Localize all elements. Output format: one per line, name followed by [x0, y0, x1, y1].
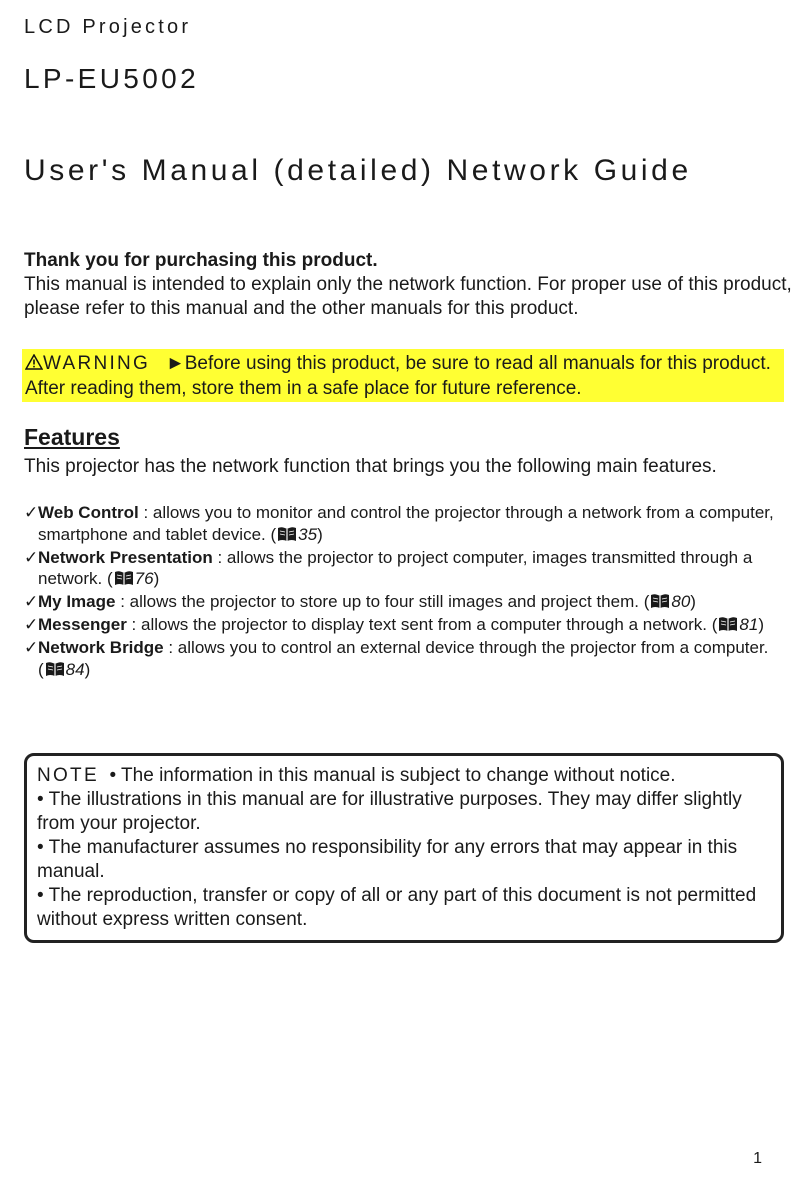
feature-name: My Image	[38, 592, 116, 611]
feature-desc: : allows the projector to store up to four still images and project them.	[115, 592, 644, 611]
feature-desc: : allows you to monitor and control the projector through a network from a computer, smartphone and tablet device.	[38, 503, 774, 544]
page-ref-number: 80	[671, 592, 691, 611]
page-ref-number: 84	[65, 659, 85, 679]
note-label: NOTE	[37, 765, 99, 786]
intro-section	[24, 249, 794, 321]
warning-label: WARNING	[43, 353, 151, 374]
feature-item	[24, 547, 794, 590]
feature-item	[24, 502, 794, 545]
check-icon: ✓	[24, 638, 39, 657]
product-category: LCD Projector	[24, 16, 192, 38]
page-reference[interactable]: ( 80)	[643, 592, 696, 611]
note-bullet: • The manufacturer assumes no responsibility for any errors that may appear in this manual.	[37, 837, 738, 882]
feature-item	[24, 591, 794, 613]
book-icon	[717, 615, 739, 634]
page-ref-number: 81	[739, 615, 759, 634]
page-reference[interactable]: ( 35)	[270, 524, 323, 544]
features-intro: This projector has the network function that brings you the following main features.	[24, 456, 717, 477]
check-icon: ✓	[24, 592, 39, 611]
feature-list	[24, 502, 794, 682]
book-icon	[113, 569, 135, 588]
note-bullet-text: • The information in this manual is subject to change without notice.	[109, 765, 676, 786]
feature-desc: : allows you to control an external device through the projector from a computer.	[163, 638, 769, 657]
page-reference[interactable]: ( 81)	[711, 615, 764, 634]
intro-bold: Thank you for purchasing this product.	[24, 250, 378, 271]
note-box	[24, 753, 784, 943]
document-title: User's Manual (detailed) Network Guide	[24, 154, 692, 187]
intro-text: This manual is intended to explain only the network function. For proper use of this product, please refer to this manual and the other manuals for this product.	[24, 274, 792, 319]
note-bullet: • The reproduction, transfer or copy of all or any part of this document is not permitted without express written consent.	[37, 885, 757, 930]
book-icon	[649, 592, 671, 611]
note-bullet	[37, 764, 771, 788]
page-number: 1	[753, 1150, 762, 1167]
page-reference[interactable]: ( 76)	[106, 569, 160, 588]
warning-triangle-icon	[25, 354, 43, 370]
warning-box	[22, 349, 784, 402]
note-bullet: • The illustrations in this manual are for illustrative purposes. They may differ slightly from your projector.	[37, 789, 742, 834]
page-reference[interactable]: ( 84)	[38, 659, 91, 679]
book-icon	[276, 525, 298, 544]
warning-text: ►Before using this product, be sure to read all manuals for this product. After reading them, store them in a safe place for future reference.	[25, 353, 771, 399]
check-icon: ✓	[24, 503, 39, 522]
feature-desc: : allows the projector to display text sent from a computer through a network.	[126, 615, 712, 634]
feature-desc: : allows the projector to project computer, images transmitted through a network.	[38, 547, 753, 588]
model-number: LP-EU5002	[24, 63, 199, 94]
feature-name: Web Control	[38, 503, 139, 522]
feature-name: Network Presentation	[38, 547, 213, 567]
feature-name: Network Bridge	[38, 638, 164, 657]
feature-item	[24, 614, 794, 636]
check-icon: ✓	[24, 547, 39, 567]
check-icon: ✓	[24, 615, 39, 634]
feature-item	[24, 637, 794, 680]
features-heading: Features	[24, 424, 120, 450]
feature-name: Messenger	[38, 615, 127, 634]
page-ref-number: 35	[298, 524, 318, 544]
book-icon	[44, 660, 66, 679]
page-ref-number: 76	[134, 569, 154, 588]
